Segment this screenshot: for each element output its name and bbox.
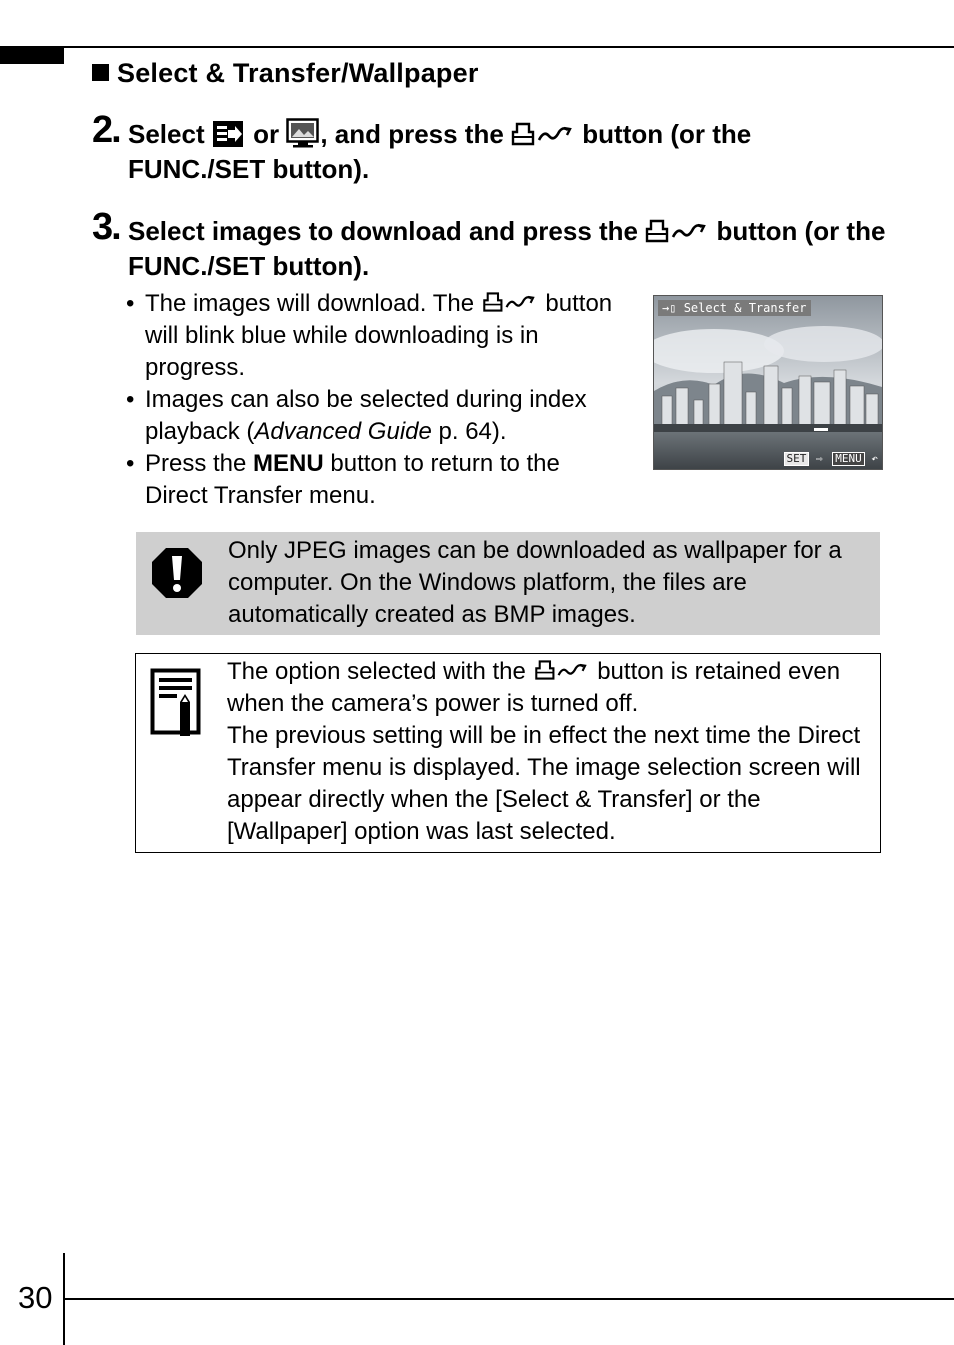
print-share-icon (481, 290, 539, 314)
lcd-title: Select & Transfer (683, 301, 807, 315)
note-paragraph-1 (227, 656, 877, 720)
camera-lcd-screenshot (653, 295, 883, 470)
wallpaper-icon (286, 118, 320, 148)
bullet-dot: • (126, 386, 135, 413)
note-box (135, 653, 881, 853)
step-3-part2: button (or the FUNC./SET button). (128, 216, 886, 281)
section-title (92, 58, 479, 89)
bullet-item (126, 448, 626, 512)
square-bullet-icon (92, 64, 109, 81)
top-tab-marker (0, 46, 64, 64)
bullet-3-part2: button to return to the Direct Transfer menu. (145, 450, 560, 509)
bullet-1-part1: The images will download. The (145, 290, 475, 317)
caution-box (136, 532, 880, 635)
print-share-icon (645, 217, 709, 245)
note-paragraph-2: The previous setting will be in effect the next time the Direct Transfer menu is displayed. The image selection screen will appear directly when the [Select & Transfer] or the [Wallpaper] option was last selected. (227, 722, 861, 845)
return-icon: ↶ (871, 452, 878, 465)
caution-icon (150, 546, 204, 605)
note-line1-part1: The option selected with the (227, 658, 526, 685)
bullet-3-part1: Press the (145, 450, 254, 477)
bullet-2-italic: Advanced Guide (254, 418, 432, 445)
bullet-1-part2: button will blink blue while downloading is in progress. (145, 290, 613, 381)
footer-horizontal-rule (63, 1298, 954, 1300)
transfer-icon: ⇨ (816, 452, 823, 465)
top-rule (0, 46, 954, 48)
select-transfer-icon (212, 120, 246, 148)
bullet-2-part2: p. 64). (431, 418, 507, 445)
step-2-part2: or (253, 119, 280, 149)
print-share-icon (533, 658, 591, 682)
step-2-part1: Select (128, 119, 205, 149)
memo-icon (150, 668, 204, 745)
print-share-icon (511, 120, 575, 148)
bullet-item (126, 384, 626, 448)
step-3-number: 3. (92, 206, 120, 248)
caution-text: Only JPEG images can be downloaded as wallpaper for a computer. On the Windows platform, the files are automatically created as BMP images. (228, 537, 842, 628)
section-title-text: Select & Transfer/Wallpaper (117, 58, 479, 88)
step-2-number: 2. (92, 109, 120, 151)
step-3-bullets (126, 288, 626, 512)
bullet-2-part1: Images can also be selected during index playback ( (145, 386, 587, 445)
bullet-item (126, 288, 626, 384)
menu-chip: MENU (832, 452, 865, 466)
set-chip: SET (784, 452, 810, 466)
step-3-part1: Select images to download and press the (128, 216, 639, 246)
note-text (227, 656, 877, 848)
lcd-bottom-bar (781, 452, 879, 466)
bullet-dot: • (126, 290, 135, 317)
note-line1-part2: button is retained even when the camera’s power is turned off. (227, 658, 841, 717)
step-2-part3: , and press the (320, 119, 504, 149)
bullet-3-bold: MENU (253, 450, 324, 477)
step-2-text (128, 117, 888, 187)
lcd-title-bar: →▯ Select & Transfer (658, 300, 811, 316)
page-number: 30 (18, 1280, 53, 1315)
step-2-part4: button (or the FUNC./SET button). (128, 119, 752, 184)
city-skyline-photo (654, 296, 882, 469)
step-3-text (128, 214, 888, 284)
bullet-dot: • (126, 450, 135, 477)
